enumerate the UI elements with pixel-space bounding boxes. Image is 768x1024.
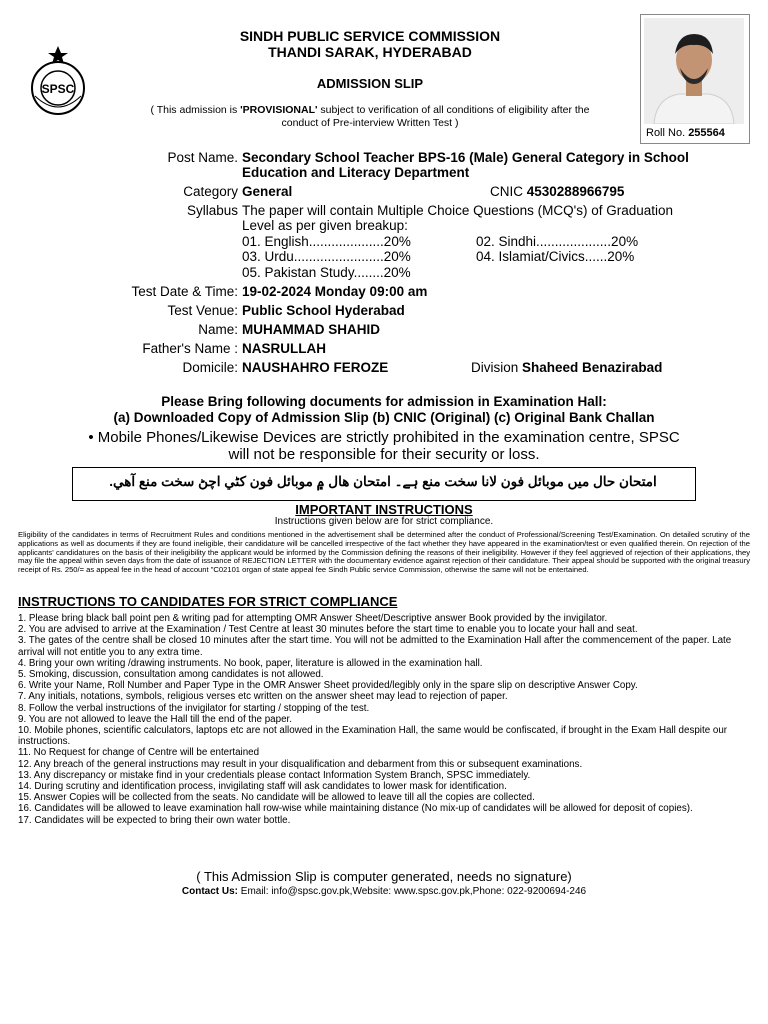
list-item: 6. Write your Name, Roll Number and Paper Type in the OMR Answer Sheet provided/legibly only in the spare slip on descriptive Answer Copy. — [18, 680, 638, 692]
list-item: 7. Any initials, notations, symbols, religious verses etc written on the answer sheet may lead to rejection of paper. — [18, 691, 508, 703]
list-item: 1. Please bring black ball point pen & writing pad for attempting OMR Answer Sheet/Descriptive answer Book provided by the invigilator. — [18, 613, 608, 624]
post-name-label: Post Name. — [167, 150, 238, 165]
list-item: 2. You are advised to arrive at the Examination / Test Centre at least 30 minutes before the start time to enable you to locate your hall and seat. — [18, 624, 638, 636]
syllabus-line2: Level as per given breakup: — [242, 218, 408, 233]
list-item: 12. Any breach of the general instructions may result in your disqualification and debarment from this or subsequent examinations. — [18, 758, 583, 770]
documents-list: (a) Downloaded Copy of Admission Slip (b) CNIC (Original) (c) Original Bank Challan — [113, 410, 655, 425]
candidate-photo — [644, 18, 744, 124]
test-date-label: Test Date & Time: — [131, 284, 238, 299]
father-name-label: Father's Name : — [142, 341, 238, 356]
post-name-value-line1: Secondary School Teacher BPS-16 (Male) General Category in School — [242, 150, 689, 165]
organization-name: SINDH PUBLIC SERVICE COMMISSION — [239, 28, 501, 44]
father-name-value: NASRULLAH — [242, 341, 326, 356]
contact-info: Contact Us: Email: info@spsc.gov.pk,Website: www.spsc.gov.pk,Phone: 022-9200694-246 — [181, 886, 587, 897]
subject-islamiat: 04. Islamiat/Civics......20% — [476, 249, 635, 264]
computer-generated-note: ( This Admission Slip is computer generated, needs no signature) — [196, 869, 572, 884]
cnic-field: CNIC 4530288966795 — [490, 184, 625, 199]
list-item: 9. You are not allowed to leave the Hall till the end of the paper. — [18, 713, 292, 725]
instructions-list — [18, 613, 750, 826]
category-label: Category — [183, 184, 238, 199]
test-date-value: 19-02-2024 Monday 09:00 am — [242, 284, 428, 299]
test-venue-value: Public School Hyderabad — [242, 303, 405, 318]
name-value: MUHAMMAD SHAHID — [242, 322, 380, 337]
subject-urdu: 03. Urdu........................20% — [242, 249, 411, 264]
important-instructions-sub: Instructions given below are for strict compliance. — [274, 516, 494, 527]
list-item: 16. Candidates will be allowed to leave examination hall row-wise while maintaining distance (No mix-up of candidates will be allowed for deposit of copies). — [18, 803, 693, 815]
list-item: 3. The gates of the centre shall be closed 10 minutes after the start time. You will not be admitted to the Examination Hall after the commencement of the paper. Late arrival will not entitle you to any extra time. — [18, 635, 732, 658]
post-name-value-line2: Education and Literacy Department — [242, 165, 470, 180]
list-item: 13. Any discrepancy or mistake find in your credentials please contact Information System Branch, SPSC immediately. — [18, 769, 531, 781]
spsc-logo — [18, 44, 98, 116]
mobile-notice-line1: • Mobile Phones/Likewise Devices are strictly prohibited in the examination centre, SPSC — [88, 429, 680, 446]
list-item: 14. During scrutiny and identification process, invigilating staff will ask candidates to lower mask for identification. — [18, 781, 507, 793]
urdu-notice: امتحان حال ميں موبائل فون لانا سخت منع ہے۔ امتحان هال ۾ موبائل فون کڻي اچڻ سخت منع آهي. — [109, 474, 657, 489]
list-item: 10. Mobile phones, scientific calculators, laptops etc are not allowed in the Examination Hall, the same would be confiscated, if brought in the Exam Hall despite our instructions. — [18, 725, 728, 748]
syllabus-label: Syllabus — [186, 203, 238, 218]
test-venue-label: Test Venue: — [167, 303, 238, 318]
syllabus-line1: The paper will contain Multiple Choice Questions (MCQ's) of Graduation — [242, 203, 674, 218]
eligibility-paragraph: Eligibility of the candidates in terms of Recruitment Rules and conditions mentioned in the advertisement shall be determined after the conduct of Professional/Screening Test/Examination. On detailed scrutiny of the applications as well as documents if they are found ineligible, their candidature will be cancelled irrespective of the fact whether they have appeared in the examination/test or even qualified therein. On rejection of the applicants' candidatures on the basis of their ineligibility the applicant would be informed by the Commission defining the reasons of their ineligibility. However if they feel aggrieved of rejection of their applications, they may file the appeal within seven days from the date of issuance of REJECTION LETTER with the documentary evidence against rejection of their candidature. Their appeal should be supported with the original treasury receipt of Rs. 250/= as appeal fee in the head of account "C02101 organ of state appeal fee Sindh Public service Commission, otherwise the same will not be entertained. — [18, 531, 750, 575]
subject-pakistan-study: 05. Pakistan Study........20% — [242, 265, 411, 280]
mobile-notice-line2: will not be responsible for their security or loss. — [228, 446, 540, 463]
division-field: Division Shaheed Benazirabad — [471, 360, 663, 375]
documents-heading: Please Bring following documents for admission in Examination Hall: — [161, 394, 607, 409]
provisional-note: ( This admission is 'PROVISIONAL' subject to verification of all conditions of eligibility after the conduct of Pre-interview Written Test ) — [150, 104, 590, 129]
svg-text:SPSC: SPSC — [41, 82, 75, 96]
roll-number: Roll No. 255564 — [646, 127, 725, 139]
domicile-value: NAUSHAHRO FEROZE — [242, 360, 389, 375]
category-value: General — [242, 184, 293, 199]
list-item: 17. Candidates will be expected to bring their own water bottle. — [18, 814, 291, 826]
important-instructions-heading: IMPORTANT INSTRUCTIONS — [295, 502, 473, 517]
list-item: 5. Smoking, discussion, consultation among candidates is not allowed. — [18, 669, 324, 681]
subject-sindhi: 02. Sindhi....................20% — [476, 234, 639, 249]
subject-english: 01. English....................20% — [242, 234, 411, 249]
document-title: ADMISSION SLIP — [316, 76, 424, 91]
list-item: 15. Answer Copies will be collected from the seats. No candidate will be allowed to leave till all the copies are collected. — [18, 792, 535, 804]
list-item: 8. Follow the verbal instructions of the invigilator for starting / stopping of the test. — [18, 702, 370, 714]
list-item: 4. Bring your own writing /drawing instruments. No book, paper, literature is allowed in the examination hall. — [18, 657, 483, 669]
name-label: Name: — [198, 322, 238, 337]
domicile-label: Domicile: — [182, 360, 238, 375]
organization-address: THANDI SARAK, HYDERABAD — [268, 44, 472, 60]
instructions-heading: INSTRUCTIONS TO CANDIDATES FOR STRICT COMPLIANCE — [18, 594, 398, 609]
list-item: 11. No Request for change of Centre will be entertained — [18, 747, 260, 759]
